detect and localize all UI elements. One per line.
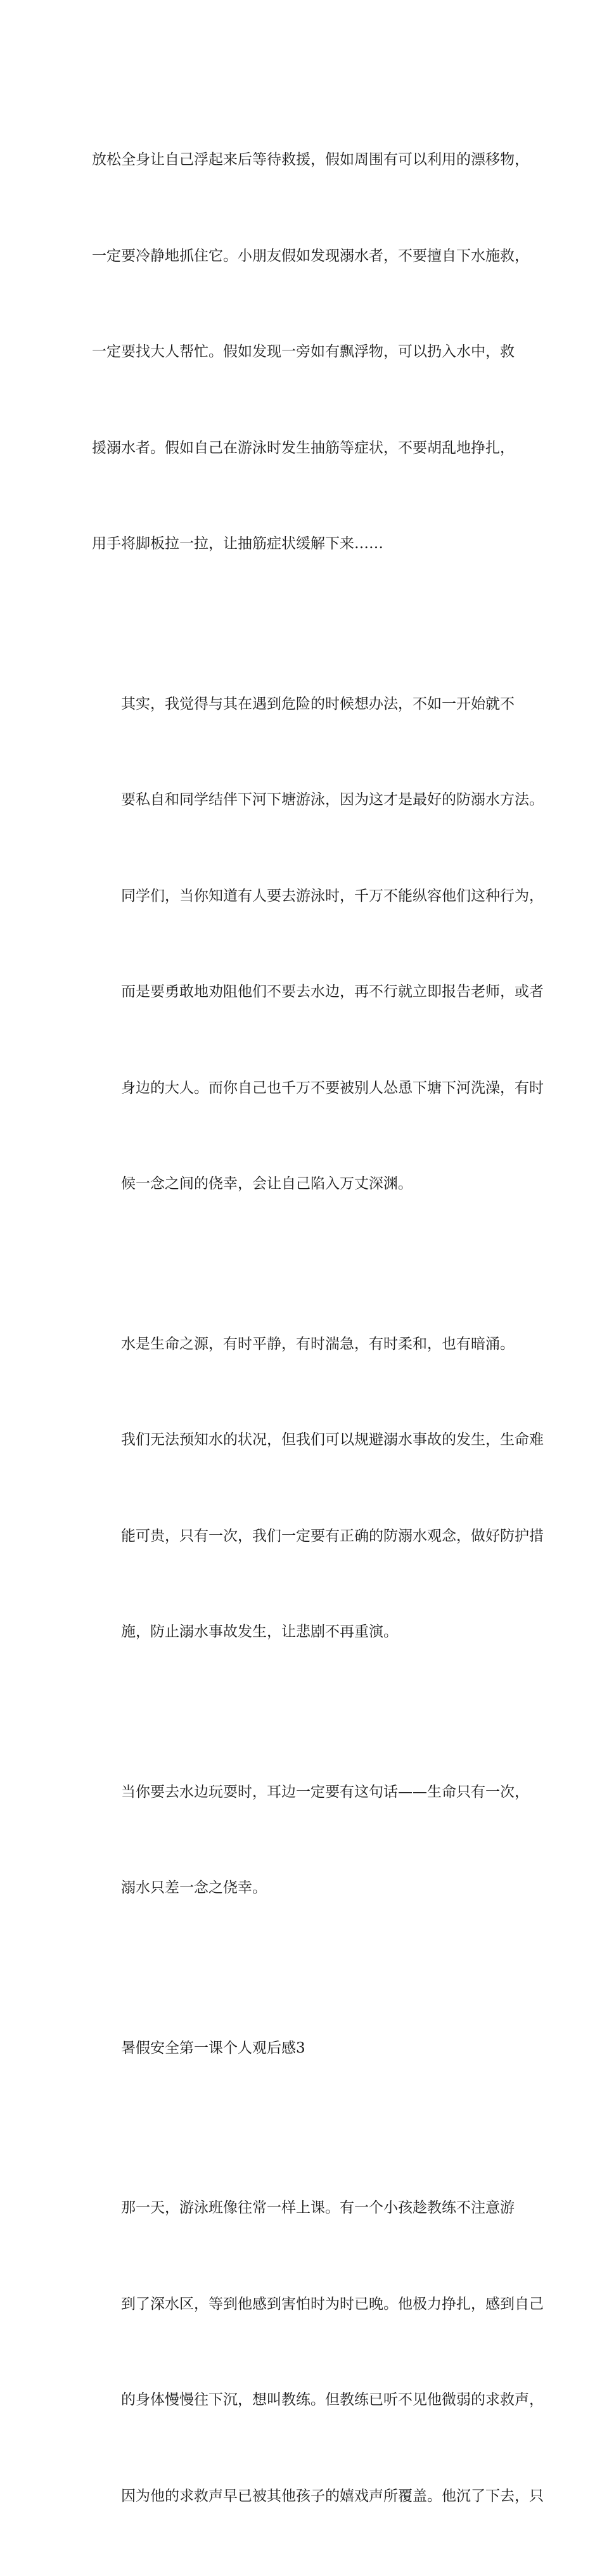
text-line: 候一念之间的侥幸，会让自己陷入万丈深渊。 <box>121 1176 413 1192</box>
text-line: 身边的大人。而你自己也千万不要被别人怂恿下塘下河洗澡，有时 <box>121 1079 544 1096</box>
text-line: 当你要去水边玩耍时，耳边一定要有这句话——生命只有一次， <box>121 1783 529 1800</box>
text-line: 同学们，当你知道有人要去游泳时，千万不能纵容他们这种行为， <box>121 887 544 904</box>
text-line: 要私自和同学结伴下河下塘游泳，因为这才是最好的防溺水方法。 <box>121 791 544 808</box>
paragraph <box>92 2128 544 2576</box>
text-line: 一定要冷静地抓住它。小朋友假如发现溺水者，不要擅自下水施救， <box>92 247 529 264</box>
text-line: 我们无法预知水的状况，但我们可以规避溺水事故的发生，生命难 <box>121 1432 544 1448</box>
text-line: 因为他的求救声早已被其他孩子的嬉戏声所覆盖。他沉了下去，只 <box>121 2487 544 2504</box>
section-heading <box>92 1968 513 2129</box>
text-line: 用手将脚板拉一拉，让抽筋症状缓解下来…… <box>92 535 383 552</box>
text-line: 一定要找大人帮忙。假如发现一旁如有飘浮物，可以扔入水中，救 <box>92 343 515 360</box>
paragraph <box>92 1712 529 1968</box>
text-line: 的身体慢慢往下沉，想叫教练。但教练已听不见他微弱的求救声， <box>121 2392 544 2408</box>
text-line: 施，防止溺水事故发生，让悲剧不再重演。 <box>121 1624 398 1640</box>
text-line: 而是要勇敢地劝阻他们不要去水边，再不行就立即报告老师，或者 <box>121 984 544 1000</box>
heading-line: 暑假安全第一课个人观后感3 <box>121 2039 305 2056</box>
text-line: 能可贵，只有一次，我们一定要有正确的防溺水观念，做好防护措 <box>121 1527 544 1544</box>
paragraph <box>92 624 544 1264</box>
text-line: 溺水只差一念之侥幸。 <box>121 1880 267 1896</box>
text-line: 援溺水者。假如自己在游泳时发生抽筋等症状，不要胡乱地挣扎， <box>92 439 515 456</box>
paragraph <box>92 80 529 624</box>
text-line: 其实，我觉得与其在遇到危险的时候想办法，不如一开始就不 <box>121 695 515 712</box>
text-line: 水是生命之源，有时平静，有时湍急，有时柔和，也有暗涌。 <box>121 1335 515 1352</box>
text-line: 那一天，游泳班像往常一样上课。有一个小孩趁教练不注意游 <box>121 2200 515 2216</box>
text-line: 放松全身让自己浮起来后等待救援，假如周围有可以利用的漂移物， <box>92 151 529 168</box>
paragraph <box>92 1264 544 1712</box>
text-line: 到了深水区，等到他感到害怕时为时已晚。他极力挣扎，感到自己 <box>121 2295 544 2312</box>
document-body <box>92 80 544 2576</box>
